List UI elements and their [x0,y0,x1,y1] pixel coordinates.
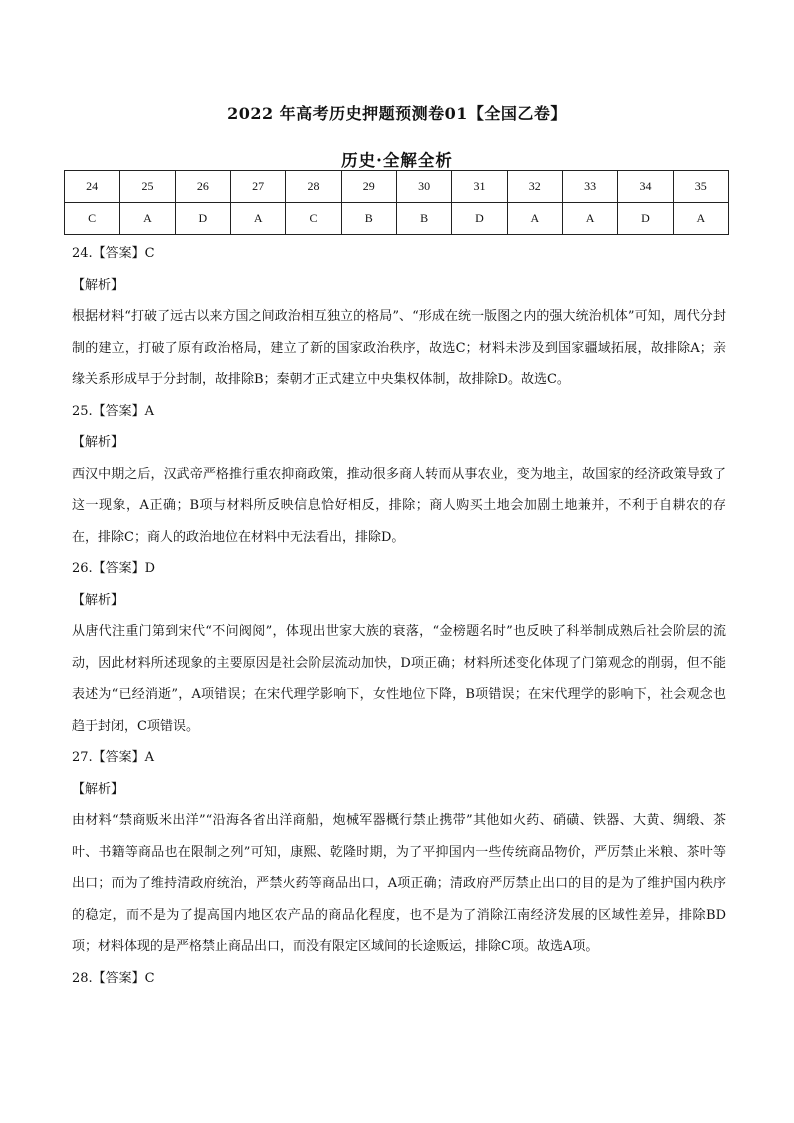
document-subtitle: 历史·全解全析 [341,151,453,170]
question-number-cell: 29 [341,171,396,203]
q28-answer: 28.【答案】C [72,970,155,986]
answer-cell: A [230,203,285,235]
question-number-cell: 31 [452,171,507,203]
answer-cell: C [286,203,341,235]
question-number-cell: 25 [120,171,175,203]
q25-answer: 25.【答案】A [72,403,155,419]
q25-analysis: 西汉中期之后，汉武帝严格推行重农抑商政策，推动很多商人转而从事农业，变为地主，故国家的经济政策导致了这一现象，A正确；B项与材料所反映信息恰好相反，排除；商人购买土地会加剧土地兼并，不利于自耕农的存在，排除C；商人的政治地位在材料中无法看出，排除D。 [72,466,726,545]
question-number-cell: 33 [562,171,617,203]
answer-table-numbers-row [65,171,729,203]
answer-table-answers-row [65,203,729,235]
question-number-cell: 27 [230,171,285,203]
explanations [72,238,726,994]
q26-analysis: 从唐代注重门第到宋代“不问阀阅”，体现出世家大族的衰落，“金榜题名时”也反映了科举制成熟后社会阶层的流动，因此材料所述现象的主要原因是社会阶层流动加快，D项正确；材料所述变化体现了门第观念的削弱，但不能表述为“已经消逝”，A项错误；在宋代理学影响下，女性地位下降，B项错误；在宋代理学的影响下，社会观念也趋于封闭，C项错误。 [72,624,726,734]
question-number-cell: 32 [507,171,562,203]
answer-cell: D [618,203,673,235]
answer-cell: A [673,203,728,235]
q27-analysis: 由材料“禁商贩米出洋”“沿海各省出洋商船，炮械军器概行禁止携带”其他如火药、硝磺、铁器、大黄、绸缎、茶叶、书籍等商品也在限制之列”可知，康熙、乾隆时期，为了平抑国内一些传统商品物价，严厉禁止米粮、茶叶等出口；而为了维持清政府统治，严禁火药等商品出口，A项正确；清政府严厉禁止出口的目的是为了维护国内秩序的稳定，而不是为了提高国内地区农产品的商品化程度，也不是为了消除江南经济发展的区域性差异，排除BD项；材料体现的是严格禁止商品出口，而没有限定区域间的长途贩运，排除C项。故选A项。 [72,813,726,954]
answer-cell: D [175,203,230,235]
answer-cell: A [507,203,562,235]
answer-cell: B [341,203,396,235]
answer-cell: D [452,203,507,235]
question-number-cell: 30 [396,171,451,203]
q27-analysis-label: 【解析】 [72,781,125,797]
answer-cell: C [65,203,120,235]
answer-cell: B [396,203,451,235]
document-title: 2022 年高考历史押题预测卷01【全国乙卷】 [227,104,567,123]
q27-answer: 27.【答案】A [72,750,155,765]
q26-analysis-label: 【解析】 [72,592,125,608]
question-number-cell: 28 [286,171,341,203]
q26-answer: 26.【答案】D [72,561,156,576]
answer-cell: A [562,203,617,235]
q24-analysis-label: 【解析】 [72,277,125,293]
question-number-cell: 24 [65,171,120,203]
answer-cell: A [120,203,175,235]
answer-table [64,170,729,235]
question-number-cell: 34 [618,171,673,203]
q25-analysis-label: 【解析】 [72,435,125,450]
question-number-cell: 35 [673,171,728,203]
q24-analysis: 根据材料“打破了远古以来方国之间政治相互独立的格局”、“形成在统一版图之内的强大统治机体”可知，周代分封制的建立，打破了原有政治格局，建立了新的国家政治秩序，故选C；材料未涉及到国家疆域拓展，故排除A；亲缘关系形成早于分封制，故排除B；秦朝才正式建立中央集权体制，故排除D。故选C。 [72,309,726,387]
question-number-cell: 26 [175,171,230,203]
q24-answer: 24.【答案】C [72,246,155,261]
